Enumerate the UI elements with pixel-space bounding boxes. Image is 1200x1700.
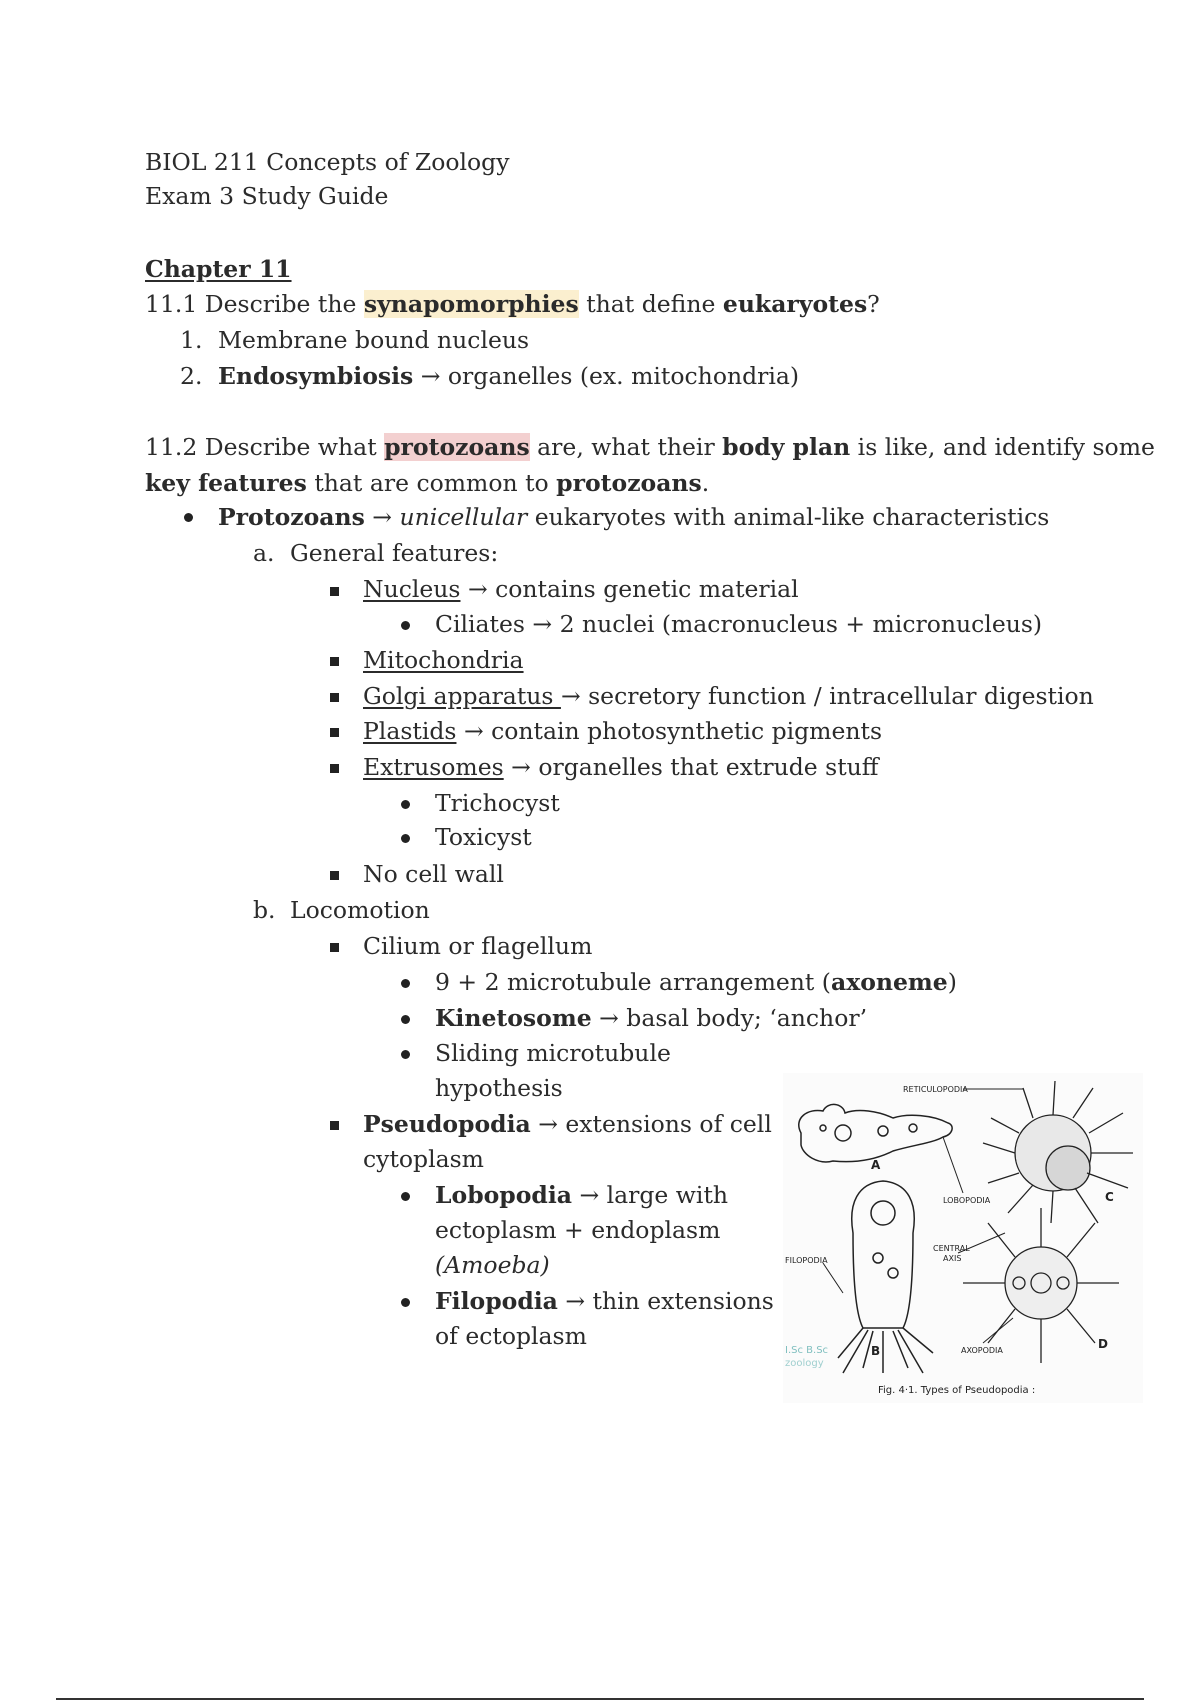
- q11-1-text-mid: that define: [578, 290, 723, 318]
- definition-text: eukaryotes with animal-like characteristics: [527, 503, 1050, 531]
- list-item: [218, 359, 799, 393]
- ciliates-item: Ciliates → 2 nuclei (macronucleus + micronucleus): [435, 610, 1043, 638]
- bullet-dot: [401, 834, 410, 843]
- bullet-dot: [401, 1015, 410, 1024]
- axoneme-item: [435, 965, 957, 999]
- label-c: C: [1105, 1190, 1114, 1204]
- bullet-dot: [184, 513, 193, 522]
- no-cell-wall-item: No cell wall: [363, 860, 504, 888]
- item-text: → organelles that extrude stuff: [503, 753, 879, 781]
- item-text: → thin extensions: [557, 1287, 774, 1315]
- term-axoneme: axoneme: [830, 968, 948, 996]
- plastids-item: [363, 714, 882, 748]
- pseudopodia-figure: [783, 1073, 1143, 1403]
- term-golgi: Golgi apparatus: [363, 682, 561, 710]
- list-item-number: 1.: [180, 326, 203, 354]
- item-text: → secretory function / intracellular digestion: [560, 682, 1094, 710]
- term-unicellular: unicellular: [399, 503, 528, 531]
- trichocyst-item: Trichocyst: [435, 789, 560, 817]
- label-lobopodia: LOBOPODIA: [943, 1196, 991, 1205]
- item-text: → contains genetic material: [460, 575, 799, 603]
- question-11-1: [145, 287, 880, 321]
- term-filopodia: Filopodia: [435, 1287, 558, 1315]
- item-text: → extensions of cell: [530, 1110, 772, 1138]
- term-eukaryotes: eukaryotes: [722, 290, 868, 318]
- bullet-square: [330, 943, 339, 952]
- bullet-square: [330, 1121, 339, 1130]
- bullet-dot: [401, 1050, 410, 1059]
- document-subtitle: Exam 3 Study Guide: [145, 182, 389, 210]
- q11-2-text-end: is like, and identify some: [850, 433, 1155, 461]
- term-endosymbiosis: Endosymbiosis: [218, 362, 414, 390]
- bullet-square: [330, 871, 339, 880]
- q11-1-text-end: ?: [867, 290, 880, 318]
- lobopodia-example: (Amoeba): [435, 1251, 550, 1279]
- label-axopodia: AXOPODIA: [961, 1346, 1003, 1355]
- lobopodia-item: [435, 1178, 728, 1212]
- item-text: → large with: [572, 1181, 729, 1209]
- chapter-heading: Chapter 11: [145, 255, 292, 283]
- term-protozoans: Protozoans: [218, 503, 365, 531]
- course-title: BIOL 211 Concepts of Zoology: [145, 148, 510, 176]
- bullet-dot: [401, 621, 410, 630]
- term-key-features: key features: [145, 469, 307, 497]
- term-protozoans: protozoans: [556, 469, 702, 497]
- label-central-axis-2: AXIS: [943, 1254, 962, 1263]
- term-extrusomes: Extrusomes: [363, 753, 504, 781]
- kinetosome-item: [435, 1001, 867, 1035]
- cilium-item: Cilium or flagellum: [363, 932, 593, 960]
- toxicyst-item: Toxicyst: [435, 823, 532, 851]
- arrow: →: [364, 503, 400, 531]
- label-central-axis: CENTRAL: [933, 1244, 970, 1253]
- filopodia-item: [435, 1284, 774, 1318]
- bullet-square: [330, 657, 339, 666]
- bullet-dot: [401, 1298, 410, 1307]
- lobopodia-item-cont: ectoplasm + endoplasm: [435, 1216, 721, 1244]
- q11-2-line2-end: .: [701, 469, 710, 497]
- label-filopodia: FILOPODIA: [785, 1256, 828, 1265]
- locomotion-heading: Locomotion: [290, 896, 430, 924]
- term-nucleus: Nucleus: [363, 575, 461, 603]
- label-a: A: [871, 1158, 881, 1172]
- watermark-line1: I.Sc B.Sc: [785, 1345, 829, 1356]
- bullet-dot: [401, 1192, 410, 1201]
- label-reticulopodia: RETICULOPODIA: [903, 1085, 968, 1094]
- bullet-square: [330, 764, 339, 773]
- bullet-square: [330, 728, 339, 737]
- bullet-dot: [401, 979, 410, 988]
- list-item-text: → organelles (ex. mitochondria): [413, 362, 800, 390]
- figure-caption: Fig. 4·1. Types of Pseudopodia :: [878, 1385, 1036, 1396]
- sliding-item-cont: hypothesis: [435, 1074, 563, 1102]
- golgi-item: [363, 679, 1094, 713]
- bullet-square: [330, 693, 339, 702]
- highlight-protozoans: protozoans: [384, 433, 530, 461]
- question-11-2-line1: [145, 430, 1155, 464]
- pseudopodia-item-cont: cytoplasm: [363, 1145, 484, 1173]
- label-b: B: [871, 1344, 881, 1358]
- extrusomes-item: [363, 750, 879, 784]
- item-text-end: ): [947, 968, 957, 996]
- list-letter: b.: [253, 896, 276, 924]
- item-text: → contain photosynthetic pigments: [456, 717, 883, 745]
- bullet-square: [330, 587, 339, 596]
- q11-2-line2-text: that are common to: [306, 469, 557, 497]
- list-letter: a.: [253, 539, 275, 567]
- general-features-heading: General features:: [290, 539, 499, 567]
- protozoans-definition: [218, 500, 1049, 534]
- term-kinetosome: Kinetosome: [435, 1004, 592, 1032]
- item-text: → basal body; ‘anchor’: [591, 1004, 868, 1032]
- q11-2-text: 11.2 Describe what: [145, 433, 385, 461]
- sliding-item: Sliding microtubule: [435, 1039, 671, 1067]
- term-body-plan: body plan: [722, 433, 851, 461]
- pseudopodia-illustration: [783, 1073, 1143, 1403]
- highlight-synapomorphies: synapomorphies: [363, 290, 579, 318]
- pseudopodia-item: [363, 1107, 772, 1141]
- label-d: D: [1098, 1337, 1108, 1351]
- item-text: 9 + 2 microtubule arrangement (: [435, 968, 831, 996]
- mitochondria-item: Mitochondria: [363, 646, 524, 674]
- q11-1-text: 11.1 Describe the: [145, 290, 364, 318]
- watermark-line2: zoology: [785, 1358, 824, 1369]
- filopodia-item-cont: of ectoplasm: [435, 1322, 587, 1350]
- list-item: Membrane bound nucleus: [218, 326, 530, 354]
- bullet-dot: [401, 800, 410, 809]
- nucleus-item: [363, 572, 799, 606]
- q11-2-text-mid: are, what their: [529, 433, 723, 461]
- list-item-number: 2.: [180, 362, 203, 390]
- term-plastids: Plastids: [363, 717, 457, 745]
- term-pseudopodia: Pseudopodia: [363, 1110, 531, 1138]
- question-11-2-line2: [145, 466, 709, 500]
- term-lobopodia: Lobopodia: [435, 1181, 572, 1209]
